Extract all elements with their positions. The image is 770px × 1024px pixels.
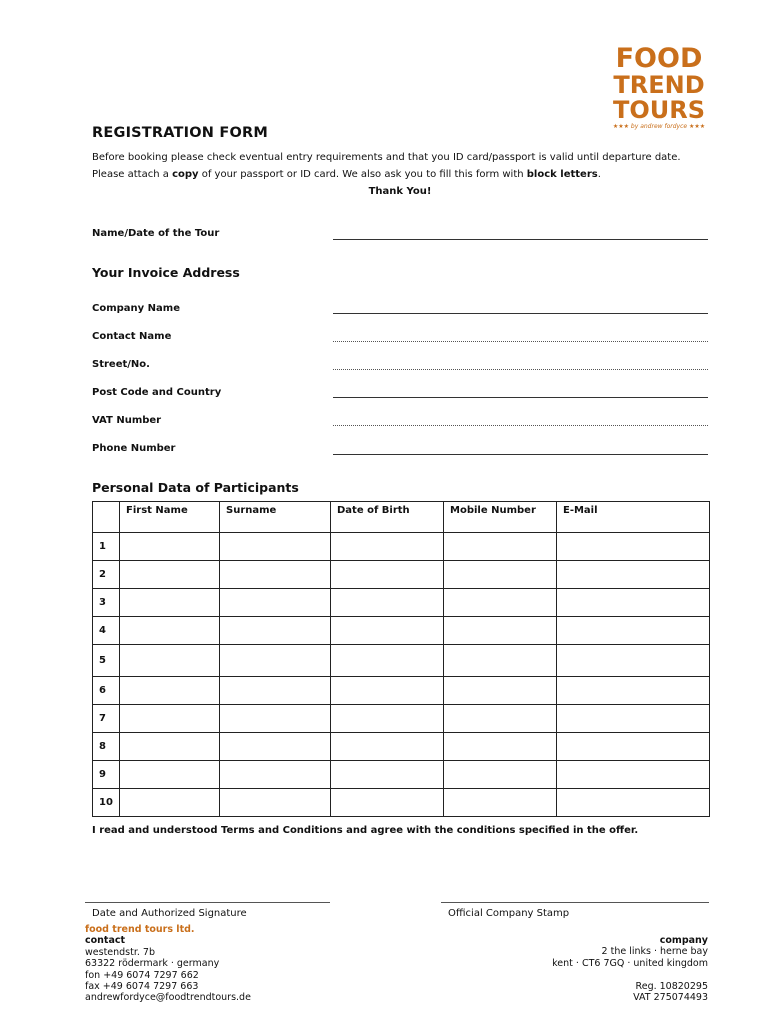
date-of-birth-cell[interactable] xyxy=(331,533,444,561)
email-cell[interactable] xyxy=(557,789,710,817)
food-trend-tours-logo xyxy=(608,40,710,130)
row-number: 2 xyxy=(93,561,120,589)
phone-number-label: Phone Number xyxy=(92,443,176,454)
logo-line-food: FOOD xyxy=(615,43,703,74)
mobile-number-cell[interactable] xyxy=(444,533,557,561)
phone-number-line[interactable] xyxy=(333,454,708,455)
email-cell[interactable] xyxy=(557,589,710,617)
column-header-email: E-Mail xyxy=(557,502,710,533)
intro-text-a: Please attach a xyxy=(92,169,173,180)
logo-graphic xyxy=(608,40,710,130)
email-cell[interactable] xyxy=(557,733,710,761)
surname-cell[interactable] xyxy=(220,733,331,761)
footer-company-line: Reg. 10820295 xyxy=(635,980,708,992)
surname-cell[interactable] xyxy=(220,589,331,617)
intro-block-letters-emphasis: block letters xyxy=(526,169,598,180)
company-name-label: Company Name xyxy=(92,303,180,314)
mobile-number-cell[interactable] xyxy=(444,705,557,733)
row-number: 6 xyxy=(93,677,120,705)
footer-company-line: kent · CT6 7GQ · united kingdom xyxy=(552,957,708,969)
date-of-birth-cell[interactable] xyxy=(331,617,444,645)
date-of-birth-cell[interactable] xyxy=(331,589,444,617)
table-row xyxy=(93,705,710,733)
contact-name-line[interactable] xyxy=(333,341,708,342)
mobile-number-cell[interactable] xyxy=(444,733,557,761)
mobile-number-cell[interactable] xyxy=(444,617,557,645)
table-row xyxy=(93,533,710,561)
intro-text-c: . xyxy=(597,169,601,180)
mobile-number-cell[interactable] xyxy=(444,789,557,817)
first-name-cell[interactable] xyxy=(120,733,220,761)
date-of-birth-cell[interactable] xyxy=(331,677,444,705)
tour-label: Name/Date of the Tour xyxy=(92,228,220,239)
vat-number-label: VAT Number xyxy=(92,415,162,426)
logo-tagline: ★★★ by andrew fordyce ★★★ xyxy=(612,123,706,130)
footer-contact-line: fon +49 6074 7297 662 xyxy=(85,969,199,981)
intro-line-2 xyxy=(92,169,601,180)
footer-contact-line: westendstr. 7b xyxy=(85,946,156,958)
participants-table xyxy=(92,501,710,817)
surname-cell[interactable] xyxy=(220,617,331,645)
email-cell[interactable] xyxy=(557,705,710,733)
first-name-cell[interactable] xyxy=(120,533,220,561)
date-of-birth-cell[interactable] xyxy=(331,789,444,817)
footer-company-block xyxy=(552,935,708,1003)
logo-line-tours: TOURS xyxy=(612,96,706,124)
first-name-cell[interactable] xyxy=(120,645,220,677)
date-of-birth-cell[interactable] xyxy=(331,645,444,677)
column-header-surname: Surname xyxy=(220,502,331,533)
row-number: 3 xyxy=(93,589,120,617)
postcode-country-line[interactable] xyxy=(333,397,708,398)
footer-spacer xyxy=(552,969,708,980)
date-of-birth-cell[interactable] xyxy=(331,761,444,789)
first-name-cell[interactable] xyxy=(120,761,220,789)
column-header-number xyxy=(93,502,120,533)
contact-name-label: Contact Name xyxy=(92,331,172,342)
column-header-mobile-number: Mobile Number xyxy=(444,502,557,533)
first-name-cell[interactable] xyxy=(120,789,220,817)
mobile-number-cell[interactable] xyxy=(444,589,557,617)
mobile-number-cell[interactable] xyxy=(444,677,557,705)
surname-cell[interactable] xyxy=(220,761,331,789)
email-cell[interactable] xyxy=(557,645,710,677)
table-row xyxy=(93,561,710,589)
email-cell[interactable] xyxy=(557,761,710,789)
intro-line-1: Before booking please check eventual entry requirements and that you ID card/passport is valid until departure date. xyxy=(92,152,681,163)
footer-company-line: VAT 275074493 xyxy=(633,992,708,1004)
mobile-number-cell[interactable] xyxy=(444,761,557,789)
first-name-cell[interactable] xyxy=(120,705,220,733)
row-number: 7 xyxy=(93,705,120,733)
table-header-row xyxy=(93,502,710,533)
intro-copy-emphasis: copy xyxy=(172,169,199,180)
footer-company-line: 2 the links · herne bay xyxy=(601,946,708,958)
terms-statement: I read and understood Terms and Conditions and agree with the conditions specified in the offer. xyxy=(92,825,639,836)
email-cell[interactable] xyxy=(557,617,710,645)
first-name-cell[interactable] xyxy=(120,677,220,705)
participants-title: Personal Data of Participants xyxy=(92,480,299,495)
surname-cell[interactable] xyxy=(220,705,331,733)
footer-email-link[interactable]: andrewfordyce@foodtrendtours.de xyxy=(85,992,251,1004)
table-row xyxy=(93,733,710,761)
footer-company-heading: company xyxy=(659,935,708,946)
footer-brand-name: food trend tours ltd. xyxy=(85,924,195,935)
footer-contact-block xyxy=(85,924,251,1004)
table-row xyxy=(93,617,710,645)
mobile-number-cell[interactable] xyxy=(444,645,557,677)
street-line[interactable] xyxy=(333,369,708,370)
table-row xyxy=(93,761,710,789)
row-number: 4 xyxy=(93,617,120,645)
table-row xyxy=(93,677,710,705)
company-stamp-label: Official Company Stamp xyxy=(448,908,570,919)
mobile-number-cell[interactable] xyxy=(444,561,557,589)
row-number: 9 xyxy=(93,761,120,789)
email-cell[interactable] xyxy=(557,561,710,589)
table-row xyxy=(93,645,710,677)
surname-cell[interactable] xyxy=(220,677,331,705)
date-of-birth-cell[interactable] xyxy=(331,705,444,733)
first-name-cell[interactable] xyxy=(120,617,220,645)
company-stamp-line[interactable] xyxy=(441,902,709,903)
date-of-birth-cell[interactable] xyxy=(331,733,444,761)
row-number: 1 xyxy=(93,533,120,561)
first-name-cell[interactable] xyxy=(120,589,220,617)
footer-contact-line: 63322 rödermark · germany xyxy=(85,958,220,970)
thank-you-note: Thank You! xyxy=(368,186,432,197)
row-number: 5 xyxy=(93,645,120,677)
logo-line-trend: TREND xyxy=(613,71,705,99)
date-of-birth-cell[interactable] xyxy=(331,561,444,589)
vat-number-line[interactable] xyxy=(333,425,708,426)
footer-contact-heading: contact xyxy=(85,935,126,947)
form-title: REGISTRATION FORM xyxy=(92,125,268,141)
signature-label: Date and Authorized Signature xyxy=(92,908,247,919)
postcode-country-label: Post Code and Country xyxy=(92,387,222,398)
row-number: 8 xyxy=(93,733,120,761)
email-cell[interactable] xyxy=(557,533,710,561)
column-header-first-name: First Name xyxy=(120,502,220,533)
surname-cell[interactable] xyxy=(220,645,331,677)
surname-cell[interactable] xyxy=(220,561,331,589)
street-label: Street/No. xyxy=(92,359,150,370)
column-header-date-of-birth: Date of Birth xyxy=(331,502,444,533)
tour-input-line[interactable] xyxy=(333,239,708,240)
first-name-cell[interactable] xyxy=(120,561,220,589)
footer-contact-line: fax +49 6074 7297 663 xyxy=(85,981,199,993)
surname-cell[interactable] xyxy=(220,533,331,561)
row-number: 10 xyxy=(93,789,120,817)
table-row xyxy=(93,589,710,617)
table-row xyxy=(93,789,710,817)
company-name-line[interactable] xyxy=(333,313,708,314)
signature-line[interactable] xyxy=(85,902,330,903)
surname-cell[interactable] xyxy=(220,789,331,817)
invoice-address-title: Your Invoice Address xyxy=(92,265,240,280)
email-cell[interactable] xyxy=(557,677,710,705)
intro-text-b: of your passport or ID card. We also ask you to fill this form with xyxy=(198,169,527,180)
